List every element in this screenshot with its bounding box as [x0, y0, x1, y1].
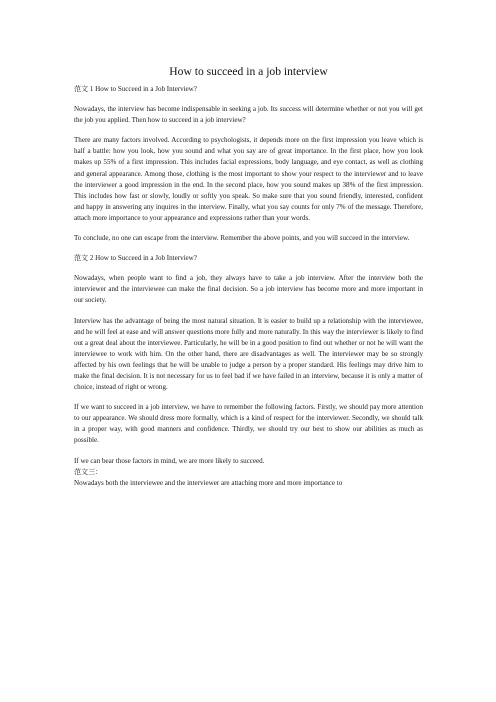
essay-2-paragraph-3: If we want to succeed in a job interview, we have to remember the following factors. Firstly, we should pay more attention to our appearance. We should dress more formally, which is a kind of respect for the interviewer. Secondly, we should talk in a proper way, with good manners and confidence. Thirdly, we should try our best to show our abilities as much as possible.	[74, 403, 423, 445]
essay-2-paragraph-2: Interview has the advantage of being the most natural situation. It is easier to build up a relationship with the interviewee, and he will feel at ease and will answer questions more fully and more naturally. In this way the interviewer is likely to find out a great deal about the interviewee. Particularly, he will be in a good position to find out whether or not he will want the interviewee to work with him. On the other hand, there are disadvantages as well. The interviewer may be so strongly affected by his own feelings that he will be unable to judge a person by a proper standard. His feelings may drive him to make the final decision. It is not necessary for us to feel bad if we have failed in an interview, because it is only a matter of choice, instead of right or wrong.	[74, 316, 423, 392]
essay-1-paragraph-1: Nowadays, the interview has become indispensable in seeking a job. Its success will determine whether or not you will get the job you applied. Then how to succeed in a job interview?	[74, 105, 423, 125]
essay-2-paragraph-4: If we can bear those factors in mind, we are more likely to succeed.	[74, 456, 265, 465]
essay-1-paragraph-3: To conclude, no one can escape from the interview. Remember the above points, and you will succeed in the interview.	[74, 234, 410, 243]
essay-2-heading: 范文 2 How to Succeed in a Job Interview?	[74, 254, 197, 263]
essay-1-heading: 范文 1 How to Succeed in a Job Interview?	[74, 85, 197, 93]
essay-1-paragraph-2: There are many factors involved. According to psychologists, it depends more on the first impression you leave which is half a battle: how you look, how you sound and what you say are of great importance. In the first place, how you look makes up 55% of a first impression. This includes facial expressions, body language, and eye contact, as well as clothing and general appearance. Among those, clothing is the most important to show your respect to the interviewer and to leave the interviewer a good impression in the end. In the second place, how you sound makes up 38% of the first impression. This includes how fast or slowly, loudly or softly you speak. So make sure that you sound friendly, interested, confident and happy in answering any inquires in the interview. Finally, what you say counts for only 7% of the message. Therefore, attach more importance to your appearance and expressions rather than your words.	[74, 136, 423, 222]
essay-2-paragraph-1: Nowadays, when people want to find a job, they always have to take a job interview. After the interview both the interviewer and the interviewee can make the final decision. So a job interview has become more and more important in our society.	[74, 274, 423, 305]
page-title: How to succeed in a job interview	[169, 65, 328, 78]
essay-3-heading: 范文三：	[74, 467, 103, 476]
document-page	[74, 64, 423, 489]
essay-3-paragraph-1: Nowadays both the interviewee and the interviewer are attaching more and more importance to	[74, 478, 343, 487]
